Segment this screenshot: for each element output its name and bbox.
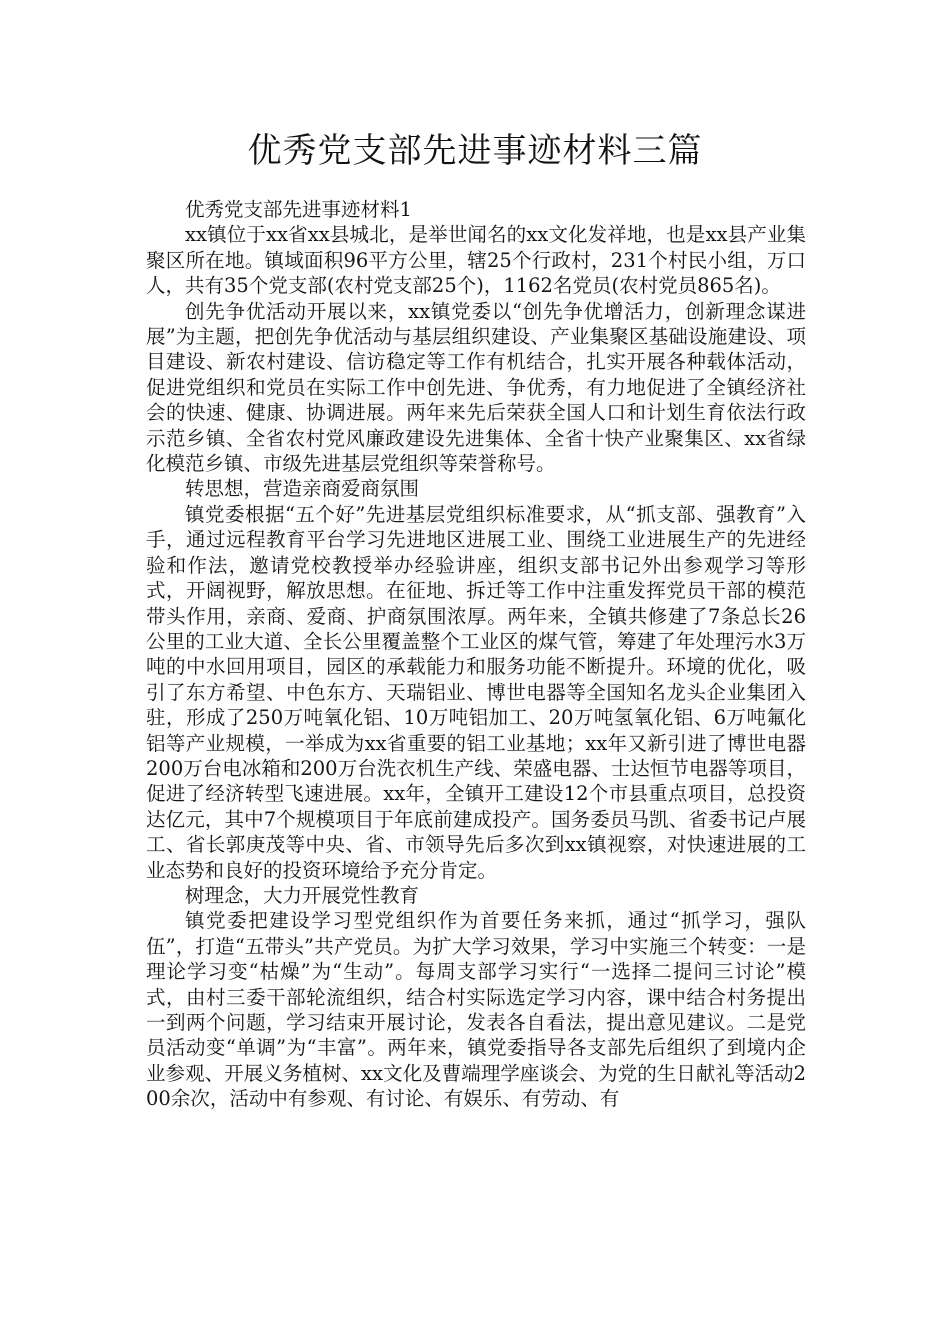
paragraph: 创先争优活动开展以来，xx镇党委以“创先争优增活力，创新理念谋进展”为主题，把创先争优活动与基层组织建设、产业集聚区基础设施建设、项目建设、新农村建设、信访稳定等工作有机结合，扎实开展各种载体活动，促进党组织和党员在实际工作中创先进、争优秀，有力地促进了全镇经济社会的快速、健康、协调进展。两年来先后荣获全国人口和计划生育依法行政示范乡镇、全省农村党风廉政建设先进集体、全省十快产业聚集区、xx省绿化模范乡镇、市级先进基层党组织等荣誉称号。	[146, 299, 806, 476]
section-heading: 树理念，大力开展党性教育	[185, 883, 420, 907]
paragraph: xx镇位于xx省xx县城北，是举世闻名的xx文化发祥地，也是xx县产业集聚区所在地。镇域面积96平方公里，辖25个行政村，231个村民小组，万口人，共有35个党支部(农村党支部25个)，1162名党员(农村党员865名)。	[146, 223, 806, 298]
document-title: 优秀党支部先进事迹材料三篇	[247, 131, 703, 171]
section-heading: 转思想，营造亲商爱商氛围	[185, 477, 420, 501]
paragraph: 镇党委根据“五个好”先进基层党组织标准要求，从“抓支部、强教育”入手，通过远程教育平台学习先进地区进展工业、围绕工业进展生产的先进经验和作法，邀请党校教授举办经验讲座，组织支部书记外出参观学习等形式，开阔视野，解放思想。在征地、拆迁等工作中注重发挥党员干部的模范带头作用，亲商、爱商、护商氛围浓厚。两年来，全镇共修建了7条总长26公里的工业大道、全长公里覆盖整个工业区的煤气管，筹建了年处理污水3万吨的中水回用项目，园区的承载能力和服务功能不断提升。环境的优化，吸引了东方希望、中色东方、天瑞铝业、博世电器等全国知名龙头企业集团入驻，形成了250万吨氧化铝、10万吨铝加工、20万吨氢氧化铝、6万吨氟化铝等产业规模，一举成为xx省重要的铝工业基地；xx年又新引进了博世电器200万台电冰箱和200万台洗衣机生产线、荣盛电器、士达恒节电器等项目，促进了经济转型飞速进展。xx年，全镇开工建设12个市县重点项目，总投资达亿元，其中7个规模项目于年底前建成投产。国务委员马凯、省委书记卢展工、省长郭庚茂等中央、省、市领导先后多次到xx镇视察，对快速进展的工业态势和良好的投资环境给予充分肯定。	[146, 502, 806, 882]
section-heading: 优秀党支部先进事迹材料1	[185, 198, 412, 221]
paragraph: 镇党委把建设学习型党组织作为首要任务来抓，通过“抓学习，强队伍”，打造“五带头”共产党员。为扩大学习效果，学习中实施三个转变：一是理论学习变“枯燥”为“生动”。每周支部学习实行“一选择二提问三讨论”模式，由村三委干部轮流组织，结合村实际选定学习内容，课中结合村务提出一到两个问题，学习结束开展讨论，发表各自看法，提出意见建议。二是党员活动变“单调”为“丰富”。两年来，镇党委指导各支部先后组织了到境内企业参观、开展义务植树、xx文化及曹端理学座谈会、为党的生日献礼等活动200余次，活动中有参观、有讨论、有娱乐、有劳动、有	[146, 909, 806, 1111]
document-body	[146, 197, 806, 1112]
